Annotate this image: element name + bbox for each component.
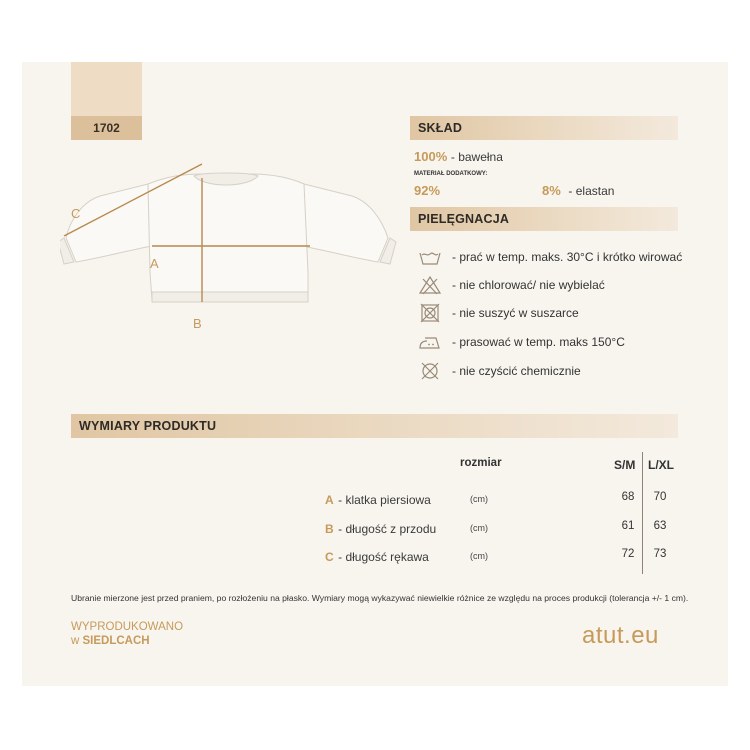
label-b: B	[193, 316, 202, 331]
sweater-body	[148, 174, 308, 300]
wash-tub-icon	[418, 247, 442, 267]
main-percent: 100%	[414, 149, 448, 164]
row-b-lxl: 63	[653, 520, 667, 532]
label-c: C	[71, 206, 81, 221]
product-code: 1702	[93, 121, 120, 135]
composition-title: SKŁAD	[418, 121, 463, 135]
care-text-bleach: - nie chlorować/ nie wybielać	[452, 278, 605, 292]
dimension-row-c	[325, 548, 429, 566]
row-a-sm: 68	[621, 491, 635, 503]
no-dry-clean-icon	[418, 361, 442, 381]
composition-main	[414, 149, 503, 164]
care-item-dryclean	[418, 360, 581, 382]
row-unit-c: (cm)	[470, 551, 488, 561]
dimensions-title: WYMIARY PRODUKTU	[79, 419, 217, 433]
no-bleach-icon	[418, 275, 442, 295]
row-label-a: - klatka piersiowa	[338, 493, 431, 507]
extra-percent-1: 92%	[414, 183, 441, 198]
row-b-sm: 61	[621, 520, 635, 532]
extra-composition-2	[542, 183, 614, 198]
extra-percent-2: 8%	[542, 183, 561, 198]
brand-logo: atut.eu	[582, 622, 659, 649]
size-sm: S/M	[614, 458, 636, 472]
row-c-lxl: 73	[653, 548, 667, 560]
row-letter-a: A	[325, 493, 334, 507]
made-in-city: SIEDLCACH	[82, 635, 150, 647]
care-item-iron	[418, 331, 625, 353]
made-in-prefix: w	[71, 635, 80, 647]
label-a: A	[150, 256, 159, 271]
extra-material-label: MATERIAŁ DODATKOWY:	[414, 171, 488, 177]
iron-icon	[418, 332, 442, 352]
extra-material-2: - elastan	[568, 184, 615, 198]
hem-rib	[152, 292, 308, 302]
size-divider	[642, 452, 643, 574]
care-text-dryer: - nie suszyć w suszarce	[452, 306, 579, 320]
care-title: PIELĘGNACJA	[418, 212, 510, 226]
measurement-note: Ubranie mierzone jest przed praniem, po rozłożeniu na płasko. Wymiary mogą wykazywać niewielkie różnice ze względu na proces produkcji (tolerancja +/- 1 cm).	[71, 593, 689, 603]
row-c-sm: 72	[621, 548, 635, 560]
row-unit-a: (cm)	[470, 494, 488, 504]
care-text-dryclean: - nie czyścić chemicznie	[452, 364, 581, 378]
care-item-bleach	[418, 274, 605, 296]
row-letter-b: B	[325, 522, 334, 536]
sweater-diagram	[60, 160, 410, 340]
made-in-line1: WYPRODUKOWANO	[71, 621, 184, 633]
size-lxl: L/XL	[648, 458, 674, 472]
row-label-b: - długość z przodu	[338, 522, 437, 536]
care-item-wash	[418, 246, 682, 268]
row-letter-c: C	[325, 550, 334, 564]
left-sleeve	[66, 184, 152, 262]
row-a-lxl: 70	[653, 491, 667, 503]
made-in	[71, 620, 183, 648]
right-sleeve	[302, 184, 388, 262]
main-material: - bawełna	[450, 150, 503, 164]
dimension-row-a	[325, 491, 431, 509]
care-item-dryer	[418, 302, 579, 324]
dimension-row-b	[325, 520, 436, 538]
care-text-wash: - prać w temp. maks. 30°C i krótko wirować	[452, 250, 683, 264]
no-tumble-dry-icon	[418, 303, 442, 323]
size-header: rozmiar	[460, 457, 502, 469]
care-text-iron: - prasować w temp. maks 150°C	[452, 335, 625, 349]
row-unit-b: (cm)	[470, 523, 488, 533]
row-label-c: - długość rękawa	[338, 550, 429, 564]
